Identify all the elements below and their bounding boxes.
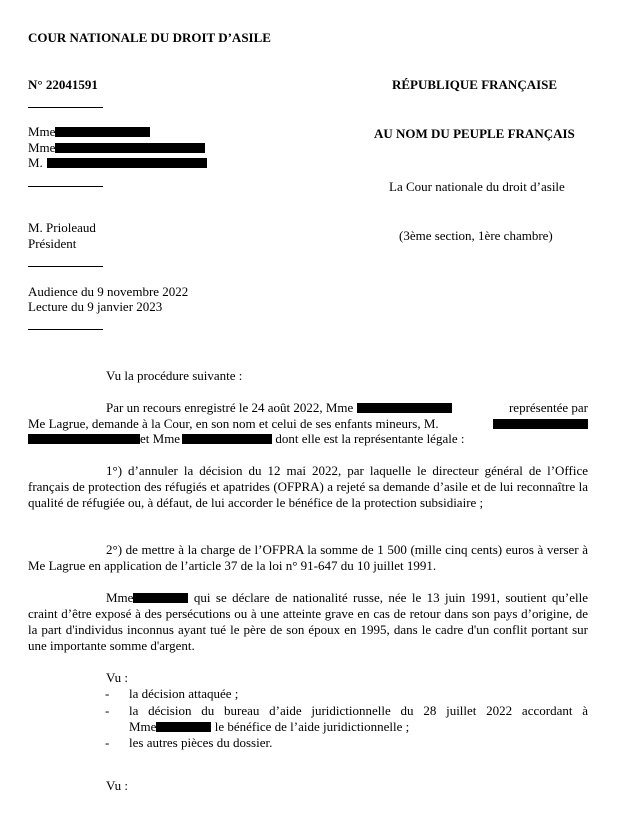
court-line: La Cour nationale du droit d’asile — [389, 179, 565, 194]
list-item — [105, 735, 588, 751]
case-number: N° 22041591 — [28, 77, 98, 92]
paragraph-frais: 2°) de mettre à la charge de l’OFPRA la somme de 1 500 (mille cinq cents) euros à verser à Me Lagrue en application de l’article 37 de la loi n° 91-647 du 10 juillet 1991. — [28, 542, 588, 573]
president-name: M. Prioleaud — [28, 220, 96, 235]
audience-date: Audience du 9 novembre 2022 — [28, 284, 189, 299]
para1-line1 — [106, 400, 588, 416]
redaction-bar — [133, 593, 188, 603]
para1-line2-text: Me Lagrue, demande à la Cour, en son nom et celui de ses enfants mineurs, M. — [28, 416, 439, 431]
republic-heading: RÉPUBLIQUE FRANÇAISE — [392, 77, 558, 92]
party-3 — [28, 155, 207, 171]
lecture-date: Lecture du 9 janvier 2023 — [28, 299, 163, 314]
list-item-mme: Mme — [129, 719, 157, 734]
paragraph-moyens — [28, 590, 588, 654]
para1-line1-end: représentée par — [508, 400, 588, 415]
redaction-bar — [47, 158, 207, 168]
para1-line2 — [28, 416, 588, 432]
party-2-title: Mme — [28, 140, 56, 155]
list-item-text: les autres pièces du dossier. — [129, 735, 273, 750]
section-line: (3ème section, 1ère chambre) — [399, 228, 553, 243]
para1-line3-a: et Mme — [140, 431, 181, 446]
list-dash: - — [105, 735, 110, 750]
list-item — [105, 703, 588, 735]
redaction-bar — [28, 434, 140, 444]
redaction-bar — [55, 143, 205, 153]
para4-text: qui se déclare de nationalité russe, née le 13 juin 1991, soutient qu’elle craint d’être exposé à des persécutions ou à une atteinte grave en cas de retour dans son pays d’origine, de la part d'individus inconnus ayant tué le père de son époux en 1995, dans le cadre d'un conflit portant sur une importante somme d'argent. — [28, 590, 589, 653]
court-name: COUR NATIONALE DU DROIT D’ASILE — [28, 30, 271, 45]
redaction-bar — [55, 127, 150, 137]
list-item-continuation — [129, 719, 409, 735]
vu-procedure: Vu la procédure suivante : — [106, 368, 243, 383]
list-item-text: la décision attaquée ; — [129, 686, 239, 701]
redaction-bar — [357, 403, 452, 413]
vu-heading-1: Vu : — [106, 670, 128, 685]
separator-line — [28, 329, 103, 330]
party-1-title: Mme — [28, 124, 56, 139]
list-item-text-end: le bénéfice de l’aide juridictionnelle ; — [214, 719, 410, 734]
para4-mme: Mme — [106, 590, 134, 605]
president-title: Président — [28, 236, 77, 251]
redaction-bar — [493, 419, 588, 429]
vu-heading-2: Vu : — [106, 778, 128, 793]
peuple-heading: AU NOM DU PEUPLE FRANÇAIS — [374, 126, 575, 141]
vu-list — [105, 686, 588, 750]
party-3-title: M. — [28, 155, 43, 170]
separator-line — [28, 266, 103, 267]
para1-line3 — [28, 431, 464, 447]
party-1 — [28, 124, 150, 140]
party-2 — [28, 140, 205, 156]
redaction-bar — [156, 722, 211, 732]
list-item-text: la décision du bureau d’aide juridictionnelle du 28 juillet 2022 accordant à — [129, 703, 588, 718]
separator-line — [28, 186, 103, 187]
paragraph-annulation: 1°) d’annuler la décision du 12 mai 2022, par laquelle le directeur général de l’Office français de protection des réfugiés et apatrides (OFPRA) a rejeté sa demande d’asile et de lui reconnaître la qualité de réfugiée ou, à défaut, de lui accorder le bénéfice de la protection subsidiaire ; — [28, 463, 588, 510]
list-item — [105, 686, 588, 702]
list-dash: - — [105, 703, 110, 718]
para1-line3-b: dont elle est la représentante légale : — [275, 431, 465, 446]
para1-line1-text: Par un recours enregistré le 24 août 2022, Mme — [106, 400, 354, 415]
separator-line — [28, 107, 103, 108]
list-dash: - — [105, 686, 110, 701]
redaction-bar — [182, 434, 272, 444]
